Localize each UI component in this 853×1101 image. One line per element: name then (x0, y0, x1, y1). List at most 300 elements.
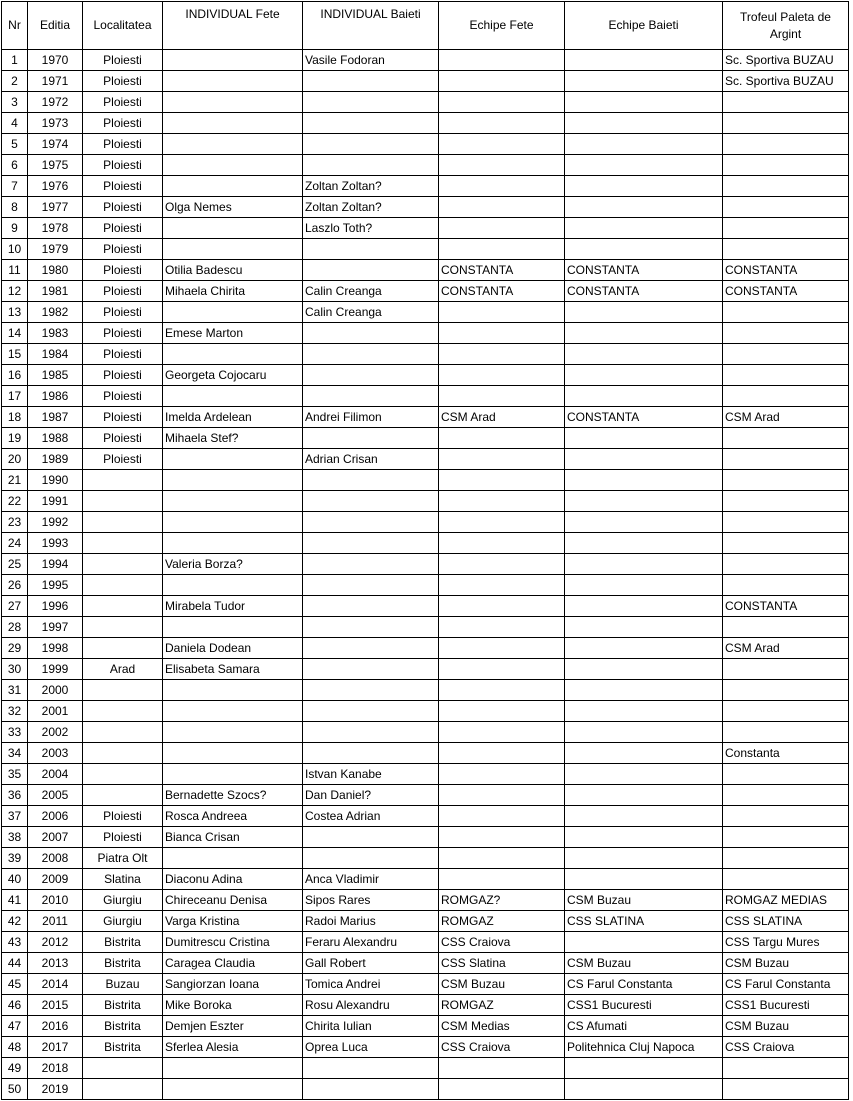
cell-individual-fete (163, 302, 303, 323)
table-row (2, 260, 849, 281)
cell-nr: 22 (2, 491, 28, 512)
cell-trofeul: Constanta (723, 743, 849, 764)
cell-echipe-fete: ROMGAZ (439, 911, 565, 932)
cell-individual-baieti (303, 701, 439, 722)
table-row (2, 113, 849, 134)
cell-echipe-baieti (565, 50, 723, 71)
cell-echipe-fete (439, 71, 565, 92)
cell-individual-fete: Mihaela Chirita (163, 281, 303, 302)
cell-individual-baieti: Adrian Crisan (303, 449, 439, 470)
cell-individual-fete: Sangiorzan Ioana (163, 974, 303, 995)
cell-individual-fete (163, 617, 303, 638)
cell-individual-baieti (303, 428, 439, 449)
cell-individual-fete: Mihaela Stef? (163, 428, 303, 449)
cell-individual-baieti: Costea Adrian (303, 806, 439, 827)
cell-echipe-baieti (565, 743, 723, 764)
cell-nr: 31 (2, 680, 28, 701)
cell-echipe-baieti (565, 344, 723, 365)
cell-localitatea: Ploiesti (83, 281, 163, 302)
cell-editia: 1993 (28, 533, 83, 554)
cell-echipe-fete (439, 344, 565, 365)
cell-localitatea (83, 617, 163, 638)
cell-echipe-fete (439, 701, 565, 722)
cell-individual-baieti (303, 827, 439, 848)
cell-echipe-fete (439, 806, 565, 827)
table-row (2, 92, 849, 113)
cell-individual-fete: Daniela Dodean (163, 638, 303, 659)
cell-individual-fete: Olga Nemes (163, 197, 303, 218)
cell-individual-fete (163, 533, 303, 554)
cell-trofeul: ROMGAZ MEDIAS (723, 890, 849, 911)
table-row (2, 827, 849, 848)
cell-individual-baieti (303, 491, 439, 512)
cell-nr: 47 (2, 1016, 28, 1037)
cell-editia: 1982 (28, 302, 83, 323)
cell-localitatea: Ploiesti (83, 323, 163, 344)
cell-nr: 20 (2, 449, 28, 470)
cell-echipe-baieti (565, 176, 723, 197)
cell-localitatea (83, 533, 163, 554)
cell-echipe-baieti (565, 92, 723, 113)
cell-localitatea: Ploiesti (83, 239, 163, 260)
cell-localitatea: Ploiesti (83, 113, 163, 134)
table-row (2, 71, 849, 92)
cell-localitatea (83, 764, 163, 785)
cell-individual-fete (163, 743, 303, 764)
cell-echipe-baieti (565, 155, 723, 176)
cell-echipe-baieti (565, 71, 723, 92)
table-row (2, 491, 849, 512)
cell-individual-baieti: Rosu Alexandru (303, 995, 439, 1016)
table-row (2, 659, 849, 680)
cell-individual-fete: Bernadette Szocs? (163, 785, 303, 806)
table-row (2, 533, 849, 554)
cell-nr: 48 (2, 1037, 28, 1058)
cell-trofeul (723, 134, 849, 155)
cell-echipe-baieti: CONSTANTA (565, 407, 723, 428)
cell-localitatea: Bistrita (83, 932, 163, 953)
cell-trofeul: CSS SLATINA (723, 911, 849, 932)
cell-echipe-fete (439, 386, 565, 407)
cell-trofeul (723, 365, 849, 386)
cell-echipe-baieti: CS Afumati (565, 1016, 723, 1037)
cell-echipe-fete (439, 512, 565, 533)
cell-localitatea: Ploiesti (83, 827, 163, 848)
table-row (2, 953, 849, 974)
cell-echipe-fete (439, 50, 565, 71)
cell-echipe-baieti (565, 449, 723, 470)
table-row (2, 596, 849, 617)
cell-individual-fete (163, 764, 303, 785)
cell-localitatea (83, 785, 163, 806)
cell-nr: 28 (2, 617, 28, 638)
cell-echipe-fete (439, 134, 565, 155)
cell-echipe-fete: CSS Craiova (439, 1037, 565, 1058)
cell-trofeul: CSS Targu Mures (723, 932, 849, 953)
cell-nr: 24 (2, 533, 28, 554)
cell-individual-fete (163, 722, 303, 743)
cell-trofeul (723, 575, 849, 596)
cell-individual-fete: Sferlea Alesia (163, 1037, 303, 1058)
table-row (2, 302, 849, 323)
cell-nr: 44 (2, 953, 28, 974)
cell-localitatea: Slatina (83, 869, 163, 890)
cell-echipe-baieti (565, 386, 723, 407)
cell-trofeul (723, 239, 849, 260)
cell-editia: 2008 (28, 848, 83, 869)
cell-nr: 26 (2, 575, 28, 596)
cell-individual-fete (163, 155, 303, 176)
table-row (2, 638, 849, 659)
cell-nr: 3 (2, 92, 28, 113)
cell-trofeul: CSM Buzau (723, 1016, 849, 1037)
cell-editia: 2004 (28, 764, 83, 785)
cell-editia: 1984 (28, 344, 83, 365)
cell-nr: 46 (2, 995, 28, 1016)
cell-echipe-fete (439, 575, 565, 596)
cell-trofeul (723, 617, 849, 638)
cell-echipe-baieti: Politehnica Cluj Napoca (565, 1037, 723, 1058)
table-row (2, 449, 849, 470)
table-row (2, 701, 849, 722)
cell-trofeul (723, 1058, 849, 1079)
cell-editia: 1997 (28, 617, 83, 638)
cell-nr: 6 (2, 155, 28, 176)
cell-trofeul (723, 449, 849, 470)
cell-trofeul (723, 869, 849, 890)
cell-nr: 23 (2, 512, 28, 533)
cell-individual-fete (163, 134, 303, 155)
cell-individual-baieti (303, 470, 439, 491)
cell-nr: 36 (2, 785, 28, 806)
cell-echipe-fete (439, 470, 565, 491)
cell-individual-fete: Diaconu Adina (163, 869, 303, 890)
cell-nr: 32 (2, 701, 28, 722)
cell-editia: 2014 (28, 974, 83, 995)
cell-individual-fete: Otilia Badescu (163, 260, 303, 281)
table-row (2, 176, 849, 197)
table-row (2, 869, 849, 890)
cell-trofeul (723, 554, 849, 575)
cell-echipe-baieti (565, 218, 723, 239)
table-row (2, 218, 849, 239)
cell-individual-fete: Rosca Andreea (163, 806, 303, 827)
cell-editia: 1974 (28, 134, 83, 155)
cell-individual-fete (163, 239, 303, 260)
cell-individual-baieti (303, 680, 439, 701)
cell-individual-baieti: Calin Creanga (303, 281, 439, 302)
table-row (2, 407, 849, 428)
cell-localitatea: Ploiesti (83, 50, 163, 71)
cell-echipe-fete (439, 827, 565, 848)
table-row (2, 197, 849, 218)
cell-localitatea (83, 596, 163, 617)
cell-individual-baieti (303, 323, 439, 344)
cell-echipe-fete: ROMGAZ (439, 995, 565, 1016)
cell-echipe-baieti (565, 512, 723, 533)
cell-individual-baieti: Sipos Rares (303, 890, 439, 911)
cell-individual-fete: Valeria Borza? (163, 554, 303, 575)
cell-trofeul: CS Farul Constanta (723, 974, 849, 995)
cell-trofeul (723, 323, 849, 344)
cell-individual-fete: Emese Marton (163, 323, 303, 344)
cell-individual-baieti: Calin Creanga (303, 302, 439, 323)
header-nr: Nr (2, 2, 28, 50)
cell-localitatea: Bistrita (83, 1037, 163, 1058)
cell-editia: 2012 (28, 932, 83, 953)
cell-editia: 1998 (28, 638, 83, 659)
cell-editia: 2013 (28, 953, 83, 974)
table-row (2, 344, 849, 365)
cell-echipe-fete (439, 869, 565, 890)
cell-nr: 39 (2, 848, 28, 869)
cell-localitatea: Ploiesti (83, 260, 163, 281)
cell-localitatea: Ploiesti (83, 806, 163, 827)
cell-editia: 2011 (28, 911, 83, 932)
cell-echipe-baieti (565, 722, 723, 743)
table-row (2, 1037, 849, 1058)
table-row (2, 890, 849, 911)
cell-nr: 25 (2, 554, 28, 575)
table-row (2, 470, 849, 491)
cell-localitatea: Giurgiu (83, 911, 163, 932)
cell-individual-baieti (303, 239, 439, 260)
cell-nr: 33 (2, 722, 28, 743)
cell-localitatea: Ploiesti (83, 155, 163, 176)
cell-nr: 19 (2, 428, 28, 449)
cell-individual-fete: Dumitrescu Cristina (163, 932, 303, 953)
cell-echipe-baieti (565, 302, 723, 323)
cell-echipe-baieti (565, 239, 723, 260)
cell-trofeul: CSM Buzau (723, 953, 849, 974)
cell-nr: 17 (2, 386, 28, 407)
cell-editia: 2000 (28, 680, 83, 701)
cell-trofeul (723, 533, 849, 554)
table-row (2, 281, 849, 302)
cell-individual-fete: Imelda Ardelean (163, 407, 303, 428)
cell-echipe-baieti (565, 554, 723, 575)
cell-individual-baieti: Laszlo Toth? (303, 218, 439, 239)
cell-individual-baieti (303, 1058, 439, 1079)
cell-nr: 34 (2, 743, 28, 764)
cell-echipe-fete (439, 554, 565, 575)
cell-echipe-baieti (565, 491, 723, 512)
cell-echipe-baieti: CS Farul Constanta (565, 974, 723, 995)
cell-trofeul (723, 470, 849, 491)
cell-echipe-fete (439, 722, 565, 743)
cell-individual-baieti (303, 659, 439, 680)
cell-editia: 1978 (28, 218, 83, 239)
cell-trofeul (723, 386, 849, 407)
table-row (2, 1016, 849, 1037)
cell-echipe-baieti (565, 680, 723, 701)
cell-trofeul (723, 764, 849, 785)
cell-individual-baieti: Vasile Fodoran (303, 50, 439, 71)
cell-individual-fete (163, 344, 303, 365)
table-row (2, 134, 849, 155)
cell-echipe-baieti: CONSTANTA (565, 281, 723, 302)
cell-nr: 5 (2, 134, 28, 155)
cell-echipe-baieti (565, 470, 723, 491)
cell-localitatea: Giurgiu (83, 890, 163, 911)
cell-echipe-fete (439, 596, 565, 617)
cell-trofeul (723, 659, 849, 680)
table-row (2, 428, 849, 449)
cell-localitatea (83, 554, 163, 575)
cell-echipe-baieti (565, 365, 723, 386)
cell-echipe-baieti (565, 1058, 723, 1079)
cell-localitatea (83, 680, 163, 701)
cell-individual-fete (163, 701, 303, 722)
cell-editia: 1988 (28, 428, 83, 449)
cell-nr: 15 (2, 344, 28, 365)
table-row (2, 50, 849, 71)
cell-localitatea: Ploiesti (83, 449, 163, 470)
cell-trofeul: CSM Arad (723, 638, 849, 659)
cell-editia: 1990 (28, 470, 83, 491)
cell-nr: 1 (2, 50, 28, 71)
cell-echipe-baieti: CSS SLATINA (565, 911, 723, 932)
cell-individual-fete (163, 71, 303, 92)
cell-individual-baieti (303, 71, 439, 92)
cell-individual-baieti (303, 92, 439, 113)
cell-echipe-fete: CSM Arad (439, 407, 565, 428)
cell-echipe-fete: CSS Slatina (439, 953, 565, 974)
cell-individual-fete: Georgeta Cojocaru (163, 365, 303, 386)
cell-trofeul: CSM Arad (723, 407, 849, 428)
cell-editia: 1989 (28, 449, 83, 470)
cell-echipe-baieti (565, 323, 723, 344)
cell-echipe-baieti (565, 617, 723, 638)
table-row (2, 575, 849, 596)
cell-editia: 1981 (28, 281, 83, 302)
cell-trofeul (723, 176, 849, 197)
table-row (2, 512, 849, 533)
cell-trofeul (723, 785, 849, 806)
cell-individual-fete (163, 386, 303, 407)
cell-individual-baieti (303, 365, 439, 386)
cell-localitatea: Bistrita (83, 1016, 163, 1037)
cell-trofeul (723, 92, 849, 113)
cell-trofeul (723, 827, 849, 848)
cell-localitatea: Ploiesti (83, 344, 163, 365)
cell-localitatea: Ploiesti (83, 428, 163, 449)
cell-echipe-baieti (565, 1079, 723, 1100)
cell-individual-fete (163, 512, 303, 533)
cell-echipe-fete: CONSTANTA (439, 260, 565, 281)
cell-echipe-fete (439, 743, 565, 764)
cell-localitatea: Ploiesti (83, 92, 163, 113)
cell-localitatea: Ploiesti (83, 176, 163, 197)
cell-editia: 2010 (28, 890, 83, 911)
cell-localitatea: Ploiesti (83, 218, 163, 239)
cell-individual-fete (163, 218, 303, 239)
cell-trofeul: CONSTANTA (723, 596, 849, 617)
cell-trofeul (723, 491, 849, 512)
header-individual-fete: INDIVIDUAL Fete (163, 2, 303, 50)
cell-individual-fete: Caragea Claudia (163, 953, 303, 974)
cell-nr: 40 (2, 869, 28, 890)
cell-echipe-fete: CSS Craiova (439, 932, 565, 953)
cell-echipe-fete (439, 680, 565, 701)
cell-individual-baieti (303, 155, 439, 176)
cell-echipe-baieti (565, 113, 723, 134)
cell-individual-baieti (303, 134, 439, 155)
cell-editia: 2009 (28, 869, 83, 890)
table-row (2, 932, 849, 953)
cell-nr: 12 (2, 281, 28, 302)
cell-individual-fete (163, 113, 303, 134)
cell-editia: 1971 (28, 71, 83, 92)
cell-echipe-baieti (565, 932, 723, 953)
cell-localitatea: Ploiesti (83, 302, 163, 323)
table-row (2, 365, 849, 386)
header-echipe-baieti: Echipe Baieti (565, 2, 723, 50)
cell-echipe-fete: ROMGAZ? (439, 890, 565, 911)
cell-editia: 1975 (28, 155, 83, 176)
cell-echipe-fete (439, 176, 565, 197)
cell-nr: 2 (2, 71, 28, 92)
cell-trofeul (723, 1079, 849, 1100)
cell-nr: 4 (2, 113, 28, 134)
cell-localitatea: Ploiesti (83, 407, 163, 428)
table-row (2, 554, 849, 575)
cell-individual-fete: Demjen Eszter (163, 1016, 303, 1037)
cell-individual-baieti: Radoi Marius (303, 911, 439, 932)
cell-editia: 1970 (28, 50, 83, 71)
cell-echipe-baieti (565, 659, 723, 680)
cell-trofeul (723, 722, 849, 743)
cell-editia: 2005 (28, 785, 83, 806)
cell-editia: 1977 (28, 197, 83, 218)
cell-individual-fete (163, 575, 303, 596)
cell-trofeul (723, 113, 849, 134)
cell-individual-baieti (303, 617, 439, 638)
cell-nr: 7 (2, 176, 28, 197)
cell-echipe-baieti (565, 869, 723, 890)
cell-trofeul (723, 218, 849, 239)
cell-echipe-fete (439, 638, 565, 659)
cell-individual-fete (163, 92, 303, 113)
cell-trofeul: CONSTANTA (723, 260, 849, 281)
cell-localitatea (83, 1079, 163, 1100)
cell-editia: 1996 (28, 596, 83, 617)
cell-individual-fete (163, 1079, 303, 1100)
cell-editia: 1979 (28, 239, 83, 260)
header-localitatea: Localitatea (83, 2, 163, 50)
cell-echipe-baieti (565, 701, 723, 722)
table-row (2, 680, 849, 701)
cell-individual-fete (163, 50, 303, 71)
table-row (2, 785, 849, 806)
cell-individual-fete: Chireceanu Denisa (163, 890, 303, 911)
cell-echipe-fete (439, 659, 565, 680)
cell-trofeul (723, 512, 849, 533)
cell-localitatea (83, 743, 163, 764)
cell-nr: 42 (2, 911, 28, 932)
cell-nr: 50 (2, 1079, 28, 1100)
cell-localitatea (83, 512, 163, 533)
cell-echipe-fete (439, 365, 565, 386)
cell-editia: 2019 (28, 1079, 83, 1100)
cell-echipe-baieti (565, 764, 723, 785)
cell-echipe-fete (439, 218, 565, 239)
cell-echipe-baieti (565, 197, 723, 218)
table-row (2, 617, 849, 638)
cell-echipe-fete: CONSTANTA (439, 281, 565, 302)
cell-individual-baieti: Tomica Andrei (303, 974, 439, 995)
cell-individual-baieti: Istvan Kanabe (303, 764, 439, 785)
